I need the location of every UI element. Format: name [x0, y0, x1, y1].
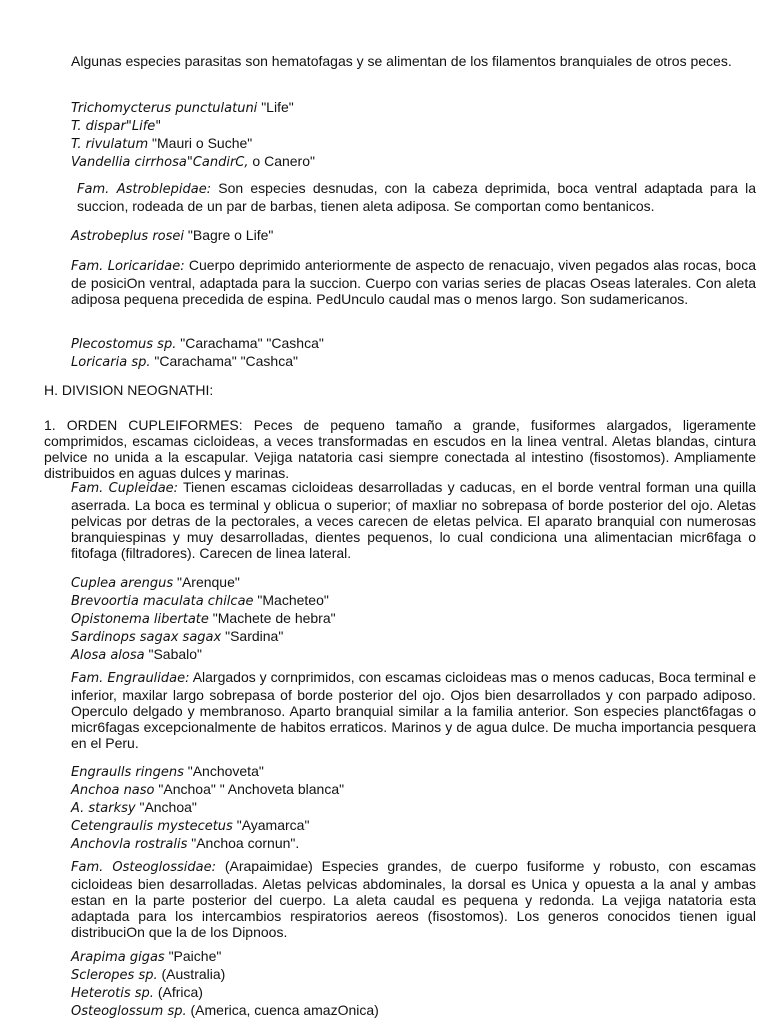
species-entry [71, 117, 756, 135]
species-entry [71, 135, 756, 153]
species-scientific-name: Heterotis sp. [71, 986, 154, 1001]
species-entry [71, 817, 756, 835]
species-common-name: "Anchoveta" [183, 763, 264, 779]
species-list-cupleidae [71, 574, 756, 664]
family-name: Fam. Osteoglossidae: [71, 860, 216, 875]
species-common-name: "Arenque" [173, 574, 240, 590]
orden-description: Peces de pequeno tamaño a grande, fusiformes alargados, ligeramente comprimidos, escamas cicloideas, a veces transformadas en escudos en la linea ventral. Aletas blandas, cintura pelvice no unida a la escapular. Vejiga natatoria casi siempre conectada al intestino (fisostomos). Ampliamente distribuidos en aguas dulces y marinas. [44, 417, 756, 481]
orden-title: 1. ORDEN CUPLEIFORMES: [44, 417, 243, 433]
species-scientific-name: Loricaria sp. [71, 355, 151, 370]
species-common-name: "Machete de hebra" [208, 610, 336, 626]
family-description: Cuerpo deprimido anteriormente de aspecto de renacuajo, viven pegados alas rocas, boca de posiciOn ventral, adaptada para la succion. Cuerpo con varias series de placas Oseas laterales. Con aleta adiposa pequena precedida de espina. PedUnculo caudal mas o menos largo. Son sudamericanos. [71, 257, 756, 307]
species-scientific-name: Scleropes sp. [71, 968, 158, 983]
species-common-name: "Anchoa" " Anchoveta blanca" [154, 781, 345, 797]
species-common-name: "Anchoa cornun". [187, 835, 300, 851]
family-cupleidae [71, 479, 756, 561]
family-loricaridae [71, 257, 756, 307]
species-common-name: "Macheteo" [253, 592, 329, 608]
species-entry [71, 984, 756, 1002]
intro-paragraph: Algunas especies parasitas son hematofagas y se alimentan de los filamentos branquiales de otros peces. [71, 53, 732, 69]
species-scientific-name: A. starksy [71, 801, 136, 816]
species-entry [71, 153, 756, 171]
species-entry [71, 646, 756, 664]
family-name: Fam. Loricaridae: [71, 259, 185, 274]
species-common-name: (America, cuenca amazOnica) [186, 1002, 379, 1018]
species-common-name: "Carachama" "Cashca" [150, 353, 298, 369]
family-description: (Arapaimidae) Especies grandes, de cuerpo fusiforme y robusto, con escamas cicloideas bien desarrolladas. Aletas pelvicas abdominales, la dorsal es Unica y opuesta a la anal y ambas estan en la parte posterior del cuerpo. La aleta caudal es pequena y redonda. La vejiga natatoria esta adaptada para los intercambios respiratorios aereos (fisostomos). Los generos conocidos tienen igual distribuciOn que la de los Dipnoos. [71, 858, 756, 940]
species-scientific-name: Anchoa naso [71, 783, 155, 798]
family-astroblepidae [71, 180, 756, 214]
species-list-osteoglossidae [71, 948, 756, 1020]
species-list-astroblepidae [71, 227, 756, 245]
species-entry [71, 1002, 756, 1020]
species-scientific-name: Anchovla rostralis [71, 837, 188, 852]
species-entry [71, 574, 756, 592]
family-name: Fam. Astroblepidae: [77, 182, 212, 197]
species-scientific-name: Cetengraulis mystecetus [71, 819, 233, 834]
species-entry [71, 966, 756, 984]
family-description: Son especies desnudas, con la cabeza deprimida, boca ventral adaptada para la succion, rodeada de un par de barbas, tienen aleta adiposa. Se comportan como bentanicos. [77, 180, 756, 214]
species-scientific-name: Arapima gigas [71, 950, 165, 965]
species-scientific-name: Osteoglossum sp. [71, 1004, 187, 1019]
species-common-name: "Paiche" [164, 948, 222, 964]
species-scientific-name: Sardinops sagax sagax [71, 630, 222, 645]
species-common-name: "Bagre o Life" [184, 227, 274, 243]
species-scientific-name: T. dispar"Life" [71, 119, 162, 134]
family-name: Fam. Cupleidae: [71, 481, 179, 496]
species-common-name: "Mauri o Suche" [148, 135, 253, 151]
family-osteoglossidae [71, 858, 756, 940]
species-common-name: "Anchoa" [135, 799, 197, 815]
orden-cupleiformes [44, 417, 756, 481]
division-heading: H. DIVISION NEOGNATHI: [44, 382, 214, 398]
species-entry [71, 610, 756, 628]
species-scientific-name: Alosa alosa [71, 648, 145, 663]
species-scientific-name: Cuplea arengus [71, 576, 174, 591]
family-description: Alargados y cornprimidos, con escamas cicloideas mas o menos caducas, Boca terminal e inferior, maxilar largo sobrepasa of borde posterior del ojo. Ojos bien desarrollados y con parpado adiposo. Operculo delgado y membranoso. Aparto branquial similar a la familia anterior. Son especies planct6fagas o micr6fagas excepcionalmente de habitos erraticos. Marinos y de agua dulce. De mucha importancia pesquera en el Peru. [71, 669, 756, 751]
species-scientific-name: Trichomycterus punctulatuni [71, 101, 258, 116]
species-common-name: "Sabalo" [144, 646, 203, 662]
species-entry [71, 592, 756, 610]
species-entry [71, 781, 756, 799]
species-entry [71, 628, 756, 646]
species-entry [71, 835, 756, 853]
species-list-loricaridae [71, 335, 756, 371]
species-scientific-name: Opistonema libertate [71, 612, 209, 627]
species-entry [71, 763, 756, 781]
species-common-name: o Canero" [248, 153, 315, 169]
species-entry [71, 799, 756, 817]
species-scientific-name: Brevoortia maculata chilcae [71, 594, 254, 609]
species-scientific-name: Plecostomus sp. [71, 337, 177, 352]
species-entry [71, 948, 756, 966]
species-entry [71, 353, 756, 371]
species-entry [71, 227, 756, 245]
species-common-name: "Carachama" "Cashca" [176, 335, 324, 351]
species-scientific-name: Vandellia cirrhosa"CandirC, [71, 155, 249, 170]
family-description: Tienen escamas cicloideas desarrolladas y caducas, en el borde ventral forman una quilla aserrada. La boca es terminal y oblicua o superior; of maxliar no sobrepasa of borde posterior del ojo. Aletas pelvicas por detras de la pectorales, a veces carecen de eletas pelvica. El aparato branquial con numerosas branquiespinas y muy desarrolladas, dientes pequenos, lo cual condiciona una alimentacian micr6faga o fitofaga (filtradores). Carecen de linea lateral. [71, 479, 757, 561]
species-scientific-name: T. rivulatum [71, 137, 149, 152]
family-engraulidae [71, 669, 756, 751]
species-list-engraulidae [71, 763, 756, 853]
species-common-name: "Sardina" [221, 628, 284, 644]
species-entry [71, 99, 756, 117]
species-common-name: "Life" [257, 99, 294, 115]
species-common-name: "Ayamarca" [232, 817, 310, 833]
species-list-trichomycteridae [71, 99, 756, 171]
species-common-name: (Australia) [157, 966, 226, 982]
species-common-name: (Africa) [153, 984, 203, 1000]
family-name: Fam. Engraulidae: [71, 671, 190, 686]
species-scientific-name: Astrobeplus rosei [71, 229, 185, 244]
species-entry [71, 335, 756, 353]
species-scientific-name: Engraulls ringens [71, 765, 184, 780]
